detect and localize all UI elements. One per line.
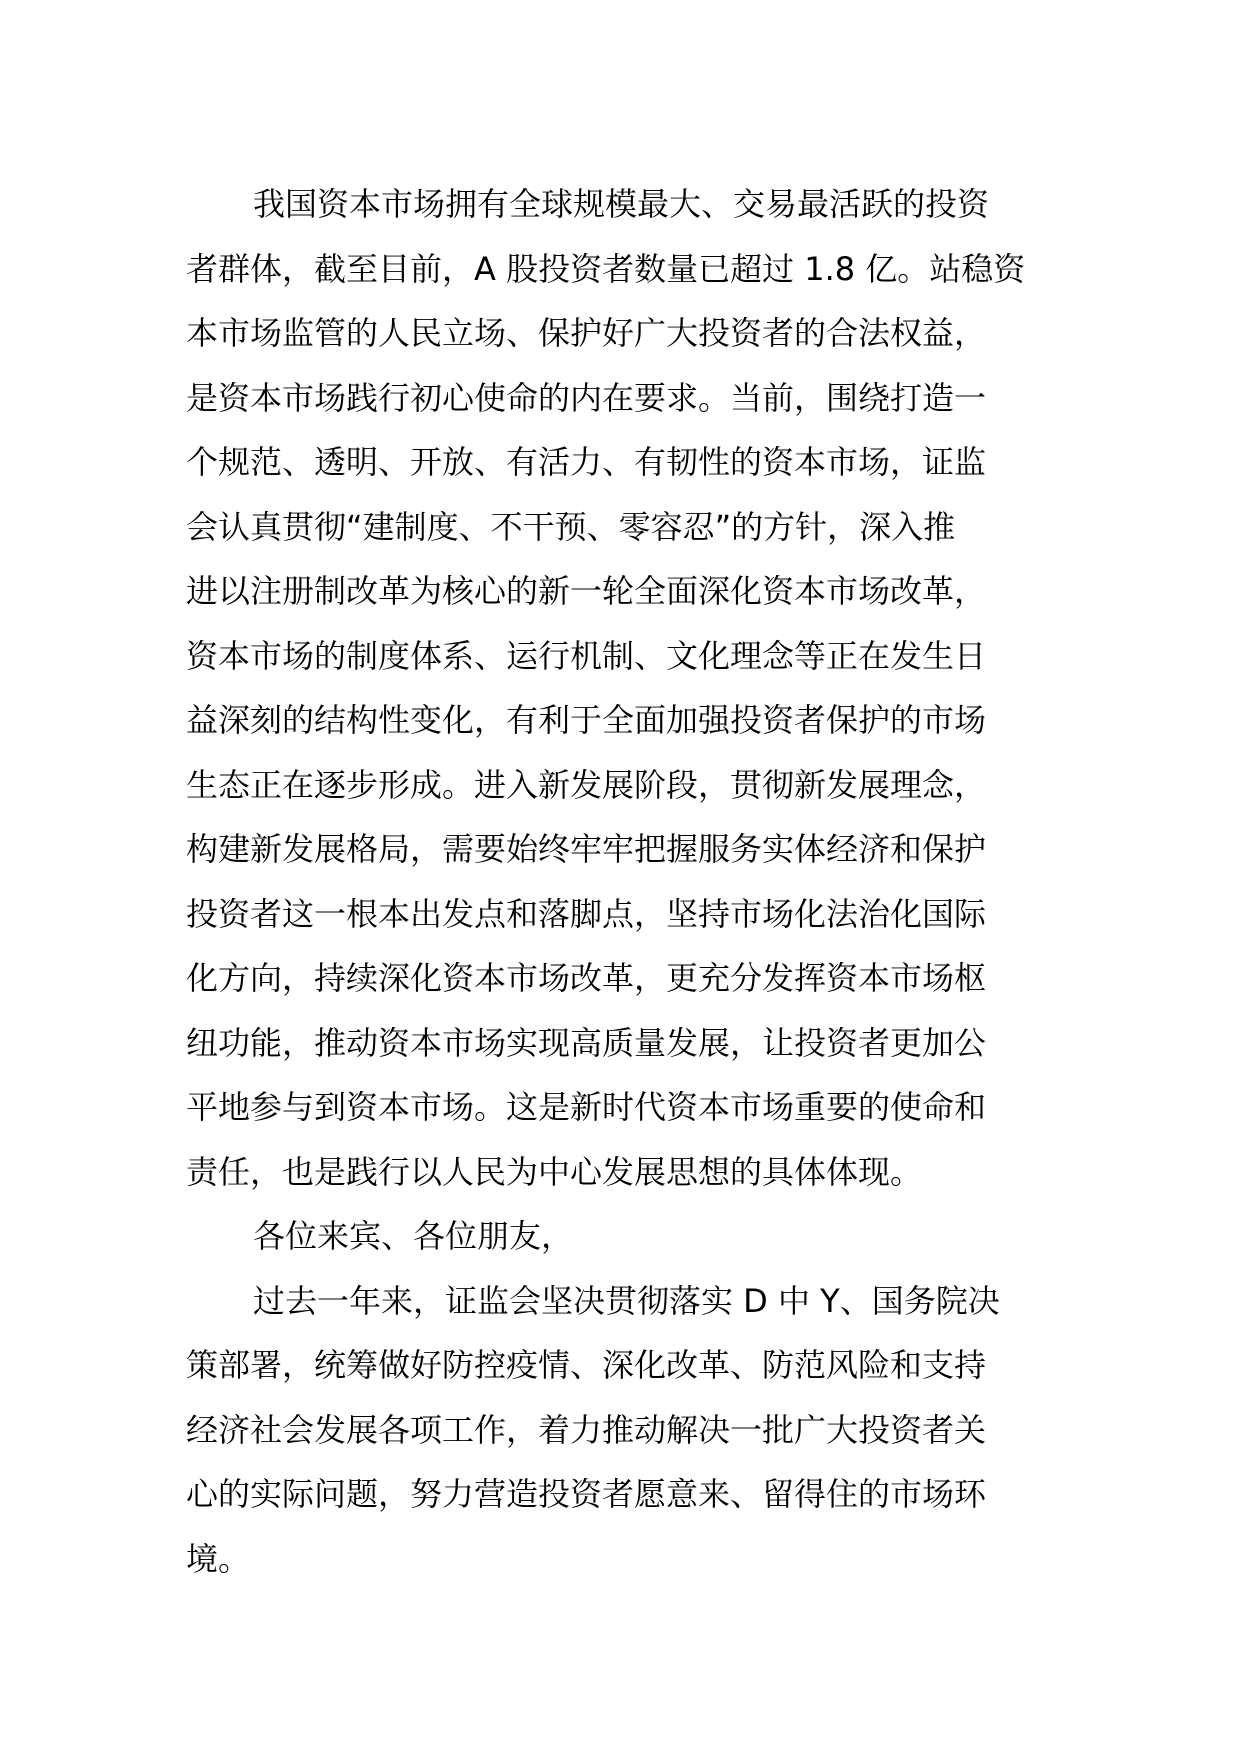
paragraph-1-line-16: 责任，也是践行以人民为中心发展思想的具体体现。 <box>186 1152 923 1191</box>
paragraph-1-line-7: 进以注册制改革为核心的新一轮全面深化资本市场改革， <box>186 572 987 610</box>
paragraph-1-line-8: 资本市场的制度体系、运行机制、文化理念等正在发生日 <box>186 636 987 675</box>
paragraph-1-line-13: 化方向，持续深化资本市场改革，更充分发挥资本市场枢 <box>186 959 987 997</box>
paragraph-1-line-12: 投资者这一根本出发点和落脚点，坚持市场化法治化国际 <box>186 894 987 933</box>
paragraph-2-line-4: 心的实际问题，努力营造投资者愿意来、留得住的市场环 <box>186 1475 987 1513</box>
paragraph-2-line-5: 境。 <box>186 1539 251 1578</box>
paragraph-1-line-10: 生态正在逐步形成。进入新发展阶段，贯彻新发展理念， <box>186 765 987 804</box>
paragraph-2-line-2: 策部署，统筹做好防控疫情、深化改革、防范风险和支持 <box>186 1346 987 1384</box>
paragraph-1-line-5: 个规范、透明、开放、有活力、有韧性的资本市场，证监 <box>186 443 987 481</box>
paragraph-1-line-15: 平地参与到资本市场。这是新时代资本市场重要的使命和 <box>186 1088 987 1126</box>
paragraph-1-line-6: 会认真贯彻“建制度、不干预、零容忍”的方针，深入推 <box>186 507 956 546</box>
paragraph-2-line-1: 过去一年来，证监会坚决贯彻落实 D 中 Y、国务院决 <box>253 1281 1000 1320</box>
paragraph-1-line-3: 本市场监管的人民立场、保护好广大投资者的合法权益， <box>186 314 987 352</box>
salutation-line: 各位来宾、各位朋友， <box>253 1217 574 1255</box>
paragraph-1-line-11: 构建新发展格局，需要始终牢牢把握服务实体经济和保护 <box>186 830 987 868</box>
paragraph-2-line-3: 经济社会发展各项工作，着力推动解决一批广大投资者关 <box>186 1410 987 1449</box>
paragraph-1-line-4: 是资本市场践行初心使命的内在要求。当前，围绕打造一 <box>186 378 987 417</box>
document-body <box>186 172 1056 1591</box>
paragraph-1-line-9: 益深刻的结构性变化，有利于全面加强投资者保护的市场 <box>186 701 987 739</box>
paragraph-1-line-2: 者群体，截至目前，A 股投资者数量已超过 1.8 亿。站稳资 <box>186 249 1026 288</box>
paragraph-1-line-1: 我国资本市场拥有全球规模最大、交易最活跃的投资 <box>253 185 990 223</box>
paragraph-1-line-14: 纽功能，推动资本市场实现高质量发展，让投资者更加公 <box>186 1023 987 1062</box>
